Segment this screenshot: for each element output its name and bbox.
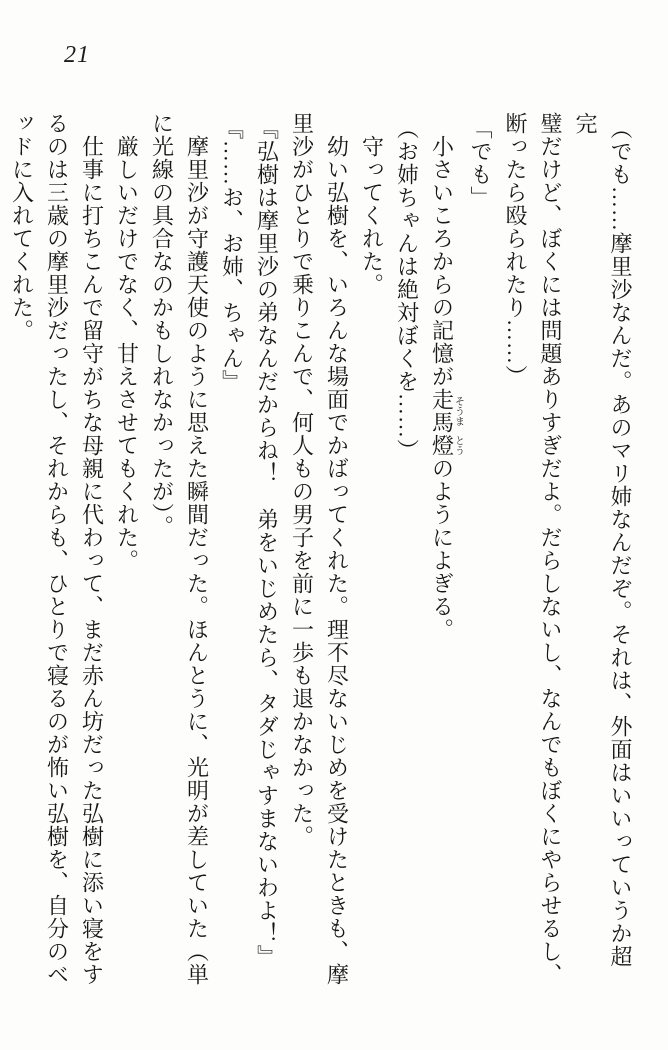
furigana: そうま: [452, 388, 464, 434]
text-block: [9, 112, 638, 990]
text-line: 断ったら殴られたり……）: [503, 112, 528, 388]
text-line: に光線の具合なのかもしれなかったが）。: [149, 112, 175, 538]
text-line: 厳しいだけでなく、甘えさせてもくれた。: [114, 135, 140, 572]
text-line: （でも……摩里沙なんだ。あのマリ姉なんだぞ。それは、外面はいいっていうか超完: [573, 112, 633, 968]
text-line: るのは三歳の摩里沙だったし、それからも、ひとりで寝るのが怖い弘樹を、自分のベ: [44, 112, 70, 986]
text-line: 小さいころからの記憶が走馬そうま燈とうのようによぎる。: [429, 135, 464, 641]
text-line: 守ってくれた。: [359, 135, 385, 296]
text-line: 『……お、お姉、ちゃん』: [219, 117, 245, 393]
text-line: 摩里沙が守護天使のように思えた瞬間だった。ほんとうに、光明が差していた（単: [184, 135, 210, 986]
furigana: とう: [452, 434, 464, 457]
text-line: 里沙がひとりで乗りこんで、何人もの男子を前に一歩も退かなかった。: [289, 112, 315, 848]
text-line: ッドに入れてくれた。: [9, 112, 35, 342]
text-line: 『弘樹は摩里沙の弟なんだからね！ 弟をいじめたら、タダじゃすまないわよ！』: [254, 117, 280, 968]
text-line: 仕事に打ちこんで留守がちな母親に代わって、まだ赤ん坊だった弘樹に添い寝をす: [79, 135, 105, 986]
page-number: 21: [64, 42, 90, 68]
text-line: （お姉ちゃんは絶対ぼくを……）: [394, 117, 420, 462]
text-line: 「でも」: [468, 117, 493, 209]
text-line: 幼い弘樹を、いろんな場面でかばってくれた。理不尽ないじめを受けたときも、摩: [324, 135, 350, 986]
ruby-annotated-word: 燈とう: [429, 434, 464, 457]
ruby-annotated-word: 走馬そうま: [429, 388, 464, 434]
text-line: 璧だけど、ぼくには問題ありすぎだよ。だらしないし、なんでもぼくにやらせるし、: [538, 112, 563, 986]
